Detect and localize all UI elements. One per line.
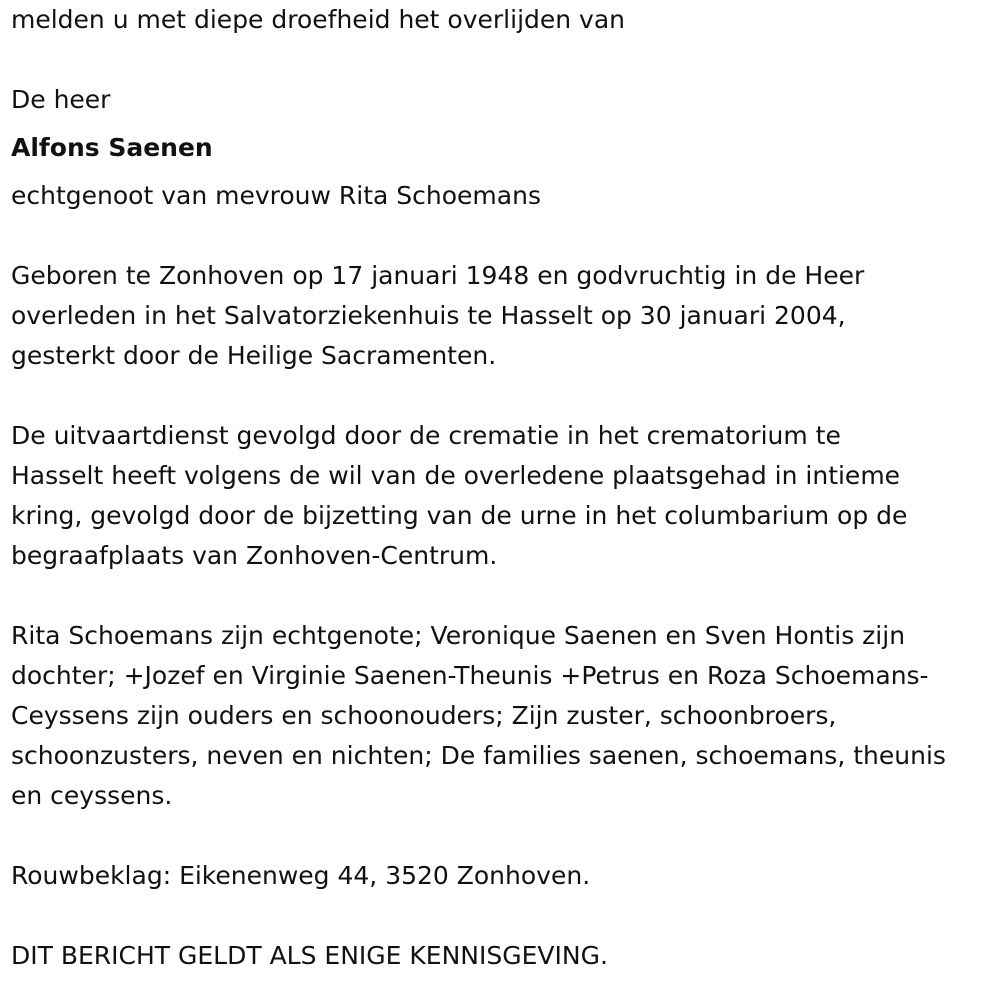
paragraph-line: overleden in het Salvatorziekenhuis te Hasselt op 30 januari 2004,: [11, 301, 846, 330]
death-notice: [11, 0, 996, 976]
birth-death-paragraph: [11, 256, 996, 376]
paragraph-line: begraafplaats van Zonhoven-Centrum.: [11, 541, 498, 570]
paragraph-line: gesterkt door de Heilige Sacramenten.: [11, 341, 497, 370]
paragraph-line: dochter; +Jozef en Virginie Saenen-Theunis +Petrus en Roza Schoemans-: [11, 661, 929, 690]
service-paragraph: [11, 416, 996, 576]
family-paragraph: [11, 616, 996, 816]
paragraph-line: De uitvaartdienst gevolgd door de crematie in het crematorium te: [11, 421, 841, 450]
condolence-address: Rouwbeklag: Eikenenweg 44, 3520 Zonhoven.: [11, 861, 591, 890]
paragraph-line: Hasselt heeft volgens de wil van de overledene plaatsgehad in intieme: [11, 461, 901, 490]
paragraph-line: Ceyssens zijn ouders en schoonouders; Zijn zuster, schoonbroers,: [11, 701, 837, 730]
paragraph-line: Rita Schoemans zijn echtgenote; Veronique Saenen en Sven Hontis zijn: [11, 621, 906, 650]
spouse-line: echtgenoot van mevrouw Rita Schoemans: [11, 181, 541, 210]
closing-statement: DIT BERICHT GELDT ALS ENIGE KENNISGEVING.: [11, 941, 608, 970]
intro-text: melden u met diepe droefheid het overlijden van: [11, 5, 626, 34]
paragraph-line: en ceyssens.: [11, 781, 173, 810]
paragraph-line: schoonzusters, neven en nichten; De families saenen, schoemans, theunis: [11, 741, 946, 770]
deceased-name: Alfons Saenen: [11, 133, 213, 162]
paragraph-line: Geboren te Zonhoven op 17 januari 1948 en godvruchtig in de Heer: [11, 261, 865, 290]
paragraph-line: kring, gevolgd door de bijzetting van de urne in het columbarium op de: [11, 501, 908, 530]
salutation: De heer: [11, 85, 111, 114]
